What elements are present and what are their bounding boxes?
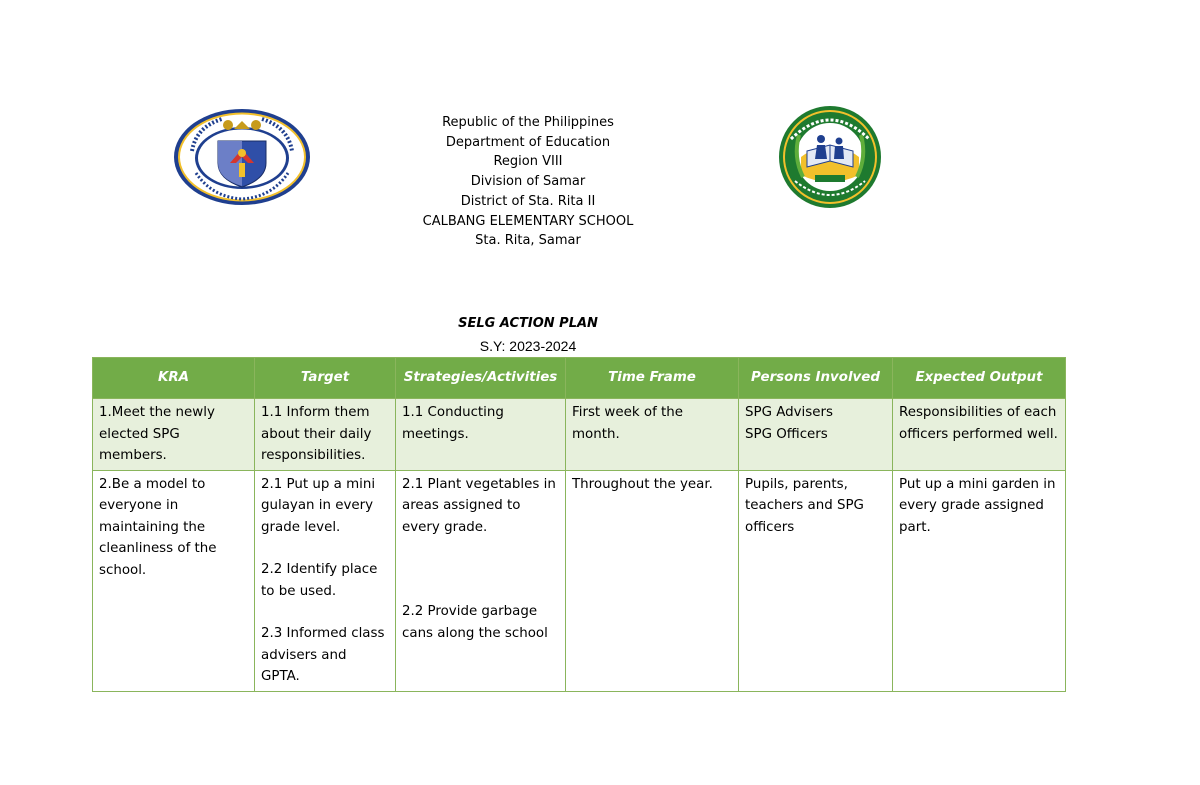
cell-kra: 2.Be a model to everyone in maintaining the cleanliness of the school.: [93, 470, 255, 691]
document-title: SELG ACTION PLAN: [458, 316, 598, 331]
person-entry: SPG Advisers: [745, 405, 833, 420]
header-strategies: Strategies/Activities: [396, 358, 566, 399]
school-year: S.Y: 2023-2024: [479, 338, 577, 354]
strategy-item: 2.1 Plant vegetables in areas assigned to every grade.: [402, 476, 556, 535]
cell-strategy: [396, 470, 566, 691]
cell-strategy: 1.1 Conducting meetings.: [396, 399, 566, 471]
strategy-item: 2.2 Provide garbage cans along the school: [402, 604, 548, 641]
header-department: Department of Education: [445, 134, 611, 150]
header-region: Region VIII: [493, 154, 563, 170]
letterhead: [380, 113, 676, 251]
deped-seal-logo: [172, 107, 312, 207]
table-row: [93, 470, 1066, 691]
spg-seal-logo: [777, 105, 883, 209]
header-persons-involved: Persons Involved: [739, 358, 893, 399]
header-expected-output: Expected Output: [893, 358, 1066, 399]
table-row: [93, 399, 1066, 471]
cell-time-frame: First week of the month.: [566, 399, 739, 471]
cell-expected-output: Put up a mini garden in every grade assigned part.: [893, 470, 1066, 691]
header-district: District of Sta. Rita II: [460, 193, 596, 209]
cell-target: 1.1 Inform them about their daily responsibilities.: [255, 399, 396, 471]
cell-persons: Pupils, parents, teachers and SPG officers: [739, 470, 893, 691]
header-school: CALBANG ELEMENTARY SCHOOL: [422, 213, 634, 229]
target-item: 2.1 Put up a mini gulayan in every grade level.: [261, 476, 376, 535]
cell-persons: [739, 399, 893, 471]
cell-target: [255, 470, 396, 691]
header-country: Republic of the Philippines: [442, 115, 614, 130]
header-address: Sta. Rita, Samar: [475, 233, 581, 249]
cell-expected-output: Responsibilities of each officers performed well.: [893, 399, 1066, 471]
target-item: 2.2 Identify place to be used.: [261, 562, 378, 599]
header-division: Division of Samar: [470, 174, 586, 190]
cell-time-frame: Throughout the year.: [566, 470, 739, 691]
target-item: 2.3 Informed class advisers and GPTA.: [261, 626, 385, 684]
table-header-row: [93, 358, 1066, 399]
header-time-frame: Time Frame: [566, 358, 739, 399]
header-target: Target: [255, 358, 396, 399]
person-entry: SPG Officers: [745, 426, 828, 442]
cell-kra: 1.Meet the newly elected SPG members.: [93, 399, 255, 471]
action-plan-table: [92, 357, 1066, 692]
header-kra: KRA: [93, 358, 255, 399]
